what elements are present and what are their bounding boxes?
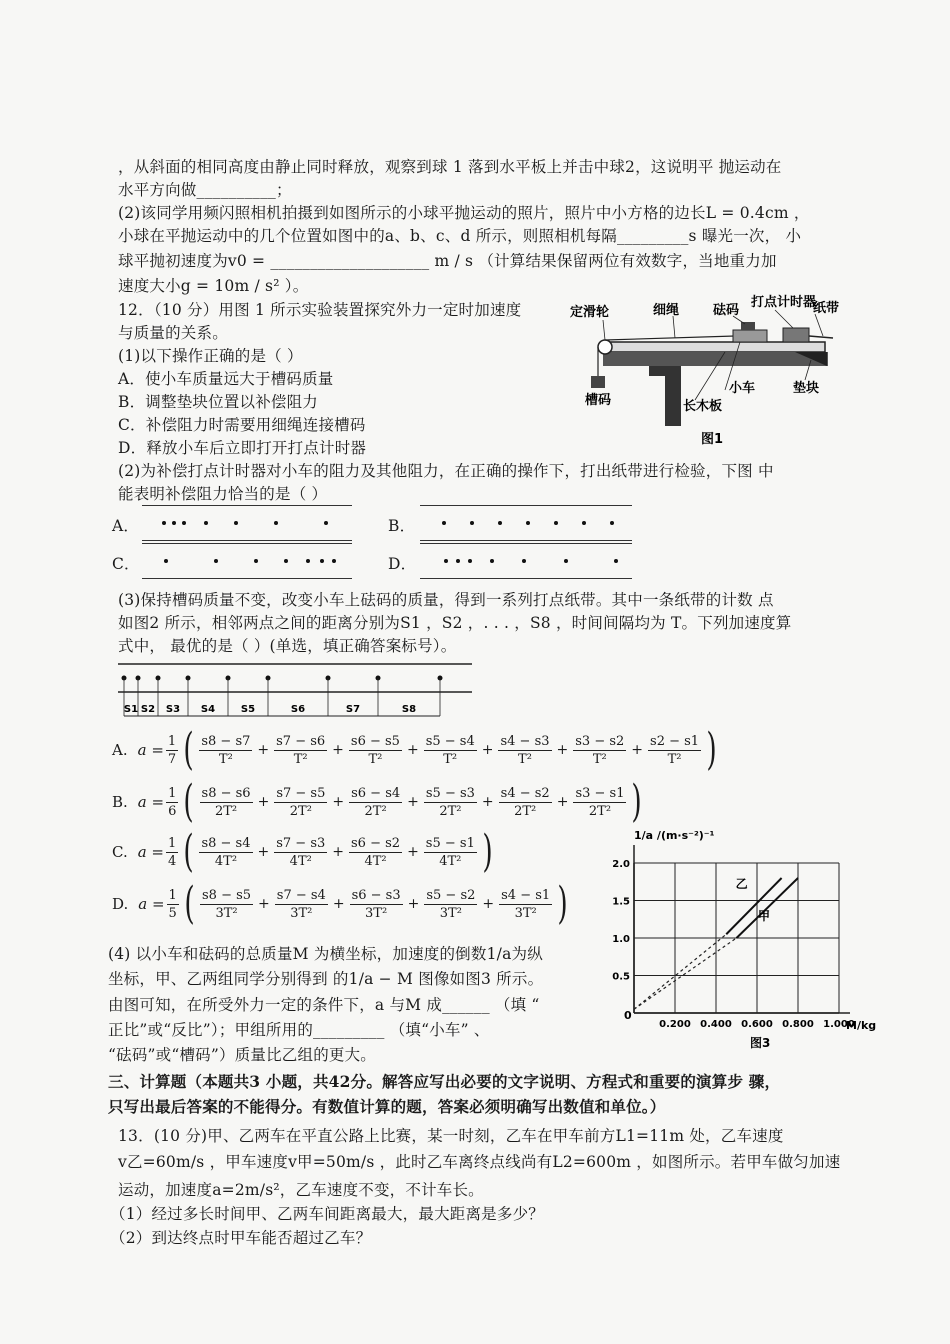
tape-option-d-label: D． xyxy=(388,555,417,573)
fraction-denominator: 4T² xyxy=(214,853,238,869)
y-tick-label: 2.0 xyxy=(612,859,630,870)
plus-sign: + xyxy=(556,742,569,758)
q12-option-a: A．使小车质量远大于槽码质量 xyxy=(118,370,334,388)
fraction-denominator: T² xyxy=(368,751,383,767)
plus-sign: + xyxy=(631,742,644,758)
fraction xyxy=(274,733,327,768)
fraction-numerator: s5 − s1 xyxy=(425,835,475,851)
fraction xyxy=(200,785,253,820)
q12-part4-line3: 由图可知，在所受外力一定的条件下，a 与M 成______ （填 “ xyxy=(108,996,540,1014)
fraction-numerator: s4 − s3 xyxy=(500,733,550,749)
figure-1-caption: 图1 xyxy=(701,432,724,447)
q12-part2-line1: (2)为补偿打点计时器对小车的阻力及其他阻力，在正确的操作下，打出纸带进行检验，下图 中 xyxy=(118,462,774,480)
fraction-denominator: 6 xyxy=(168,803,177,819)
figure-2-tape xyxy=(110,660,480,720)
left-paren: ( xyxy=(183,724,194,775)
x-tick-label: 0.800 xyxy=(782,1019,814,1030)
series-extrapolation xyxy=(634,938,737,1009)
fraction-numerator: s8 − s5 xyxy=(202,887,252,903)
fraction xyxy=(349,835,402,870)
q13-line3: 运动，加速度a=2m/s²，乙车速度不变，不计车长。 xyxy=(118,1181,484,1199)
fraction-denominator: T² xyxy=(443,751,458,767)
fraction xyxy=(349,733,402,768)
plus-sign: + xyxy=(481,742,494,758)
fraction-denominator: 4 xyxy=(168,853,177,869)
q13-line2: v乙=60m/s ，甲车速度v甲=50m/s ，此时乙车离终点线尚有L2=600m ，如图所示。若甲车做匀加速 xyxy=(118,1153,841,1171)
fraction xyxy=(200,887,253,922)
fraction xyxy=(498,733,551,768)
chart-origin-label: 0 xyxy=(624,1009,632,1022)
formula-lhs: a = xyxy=(137,793,165,811)
fraction-denominator: 2T² xyxy=(214,803,238,819)
formula-option-label: B. xyxy=(112,793,128,811)
q12-part4-line4: 正比”或“反比”）；甲组所用的_________ （填“小车” 、 xyxy=(108,1021,490,1039)
fraction-numerator: s5 − s4 xyxy=(425,733,475,749)
plus-sign: + xyxy=(258,896,270,912)
fraction xyxy=(573,733,626,768)
right-paren: ) xyxy=(557,878,568,929)
fraction xyxy=(424,733,477,768)
chart-y-label: 1/a /(m·s⁻²)⁻¹ xyxy=(634,829,715,842)
formula-option-label: C. xyxy=(112,843,128,861)
q11-line3: (2)该同学用频闪照相机拍摄到如图所示的小球平抛运动的照片，照片中小方格的边长L = 0.4cm ， xyxy=(118,204,810,222)
x-tick-label: 0.200 xyxy=(659,1019,691,1030)
fraction xyxy=(167,887,179,922)
plus-sign: + xyxy=(556,794,569,810)
plus-sign: + xyxy=(407,794,419,810)
label-tape: 纸带 xyxy=(813,301,840,316)
q12-intro-line2: 与质量的关系。 xyxy=(118,324,228,342)
formula-lhs: a = xyxy=(137,843,164,861)
fraction-numerator: 1 xyxy=(168,835,177,851)
label-pulley: 定滑轮 xyxy=(570,305,610,320)
segment-label: S8 xyxy=(401,704,417,715)
fraction-denominator: 2T² xyxy=(439,803,462,819)
tape-option-d xyxy=(420,543,632,579)
fraction xyxy=(166,733,178,768)
fraction xyxy=(424,835,477,870)
fraction-denominator: 3T² xyxy=(365,905,388,921)
q11-line1: ，从斜面的相同高度由静止同时释放，观察到球 1 落到水平板上并击中球2，这说明平 抛运动在 xyxy=(118,158,782,176)
label-rope: 细绳 xyxy=(653,303,680,318)
plus-sign: + xyxy=(257,794,270,810)
fraction-numerator: 1 xyxy=(168,887,177,903)
fraction-denominator: T² xyxy=(592,751,607,767)
fraction xyxy=(499,785,552,820)
fraction-denominator: 5 xyxy=(168,905,177,921)
fraction-denominator: 3T² xyxy=(215,905,238,921)
fraction-numerator: 1 xyxy=(167,733,177,749)
label-weight: 砝码 xyxy=(713,303,740,318)
fraction-numerator: s8 − s7 xyxy=(201,733,251,749)
q12-intro-line1: 12．（10 分）用图 1 所示实验装置探究外力一定时加速度 xyxy=(118,301,522,319)
fraction-denominator: 4T² xyxy=(289,853,312,869)
fraction xyxy=(499,887,552,922)
fraction-numerator: s3 − s2 xyxy=(575,733,625,749)
formula-option-label: A. xyxy=(112,741,128,759)
series-extrapolation xyxy=(634,934,726,1009)
chart-x-label: M/kg xyxy=(846,1019,877,1032)
x-tick-label: 0.600 xyxy=(741,1019,773,1030)
formula-option xyxy=(112,776,646,827)
fraction-numerator: s5 − s3 xyxy=(425,785,475,801)
plus-sign: + xyxy=(481,794,494,810)
tape-option-a-label: A． xyxy=(112,517,140,535)
left-paren: ( xyxy=(183,776,195,827)
q11-line6: 速度大小g = 10m / s² ）。 xyxy=(118,277,309,295)
segment-label: S2 xyxy=(140,704,156,715)
fraction-denominator: 3T² xyxy=(439,905,462,921)
label-timer: 打点计时器 xyxy=(751,295,817,310)
series-name-label: 乙 xyxy=(735,877,748,891)
q11-line4: 小球在平抛运动中的几个位置如图中的a、b、c、d 所示，则照相机每隔_________s 曝光一次， 小 xyxy=(118,227,802,245)
segment-label: S4 xyxy=(200,704,216,715)
tape-option-c xyxy=(142,543,352,579)
right-paren: ) xyxy=(482,826,493,877)
plus-sign: + xyxy=(482,896,495,912)
fraction xyxy=(166,785,178,820)
tape-option-b xyxy=(420,505,632,541)
x-tick-label: 1.000 xyxy=(823,1019,855,1030)
fraction xyxy=(648,733,701,768)
label-board: 长木板 xyxy=(683,399,723,414)
label-cart: 小车 xyxy=(729,381,756,396)
fraction xyxy=(350,887,403,922)
q11-line5: 球平抛初速度为v0 = ____________________ m / s （计算结果保留两位有效数字，当地重力加 xyxy=(118,252,777,270)
q13-sub1: （1）经过多长时间甲、乙两车间距离最大，最大距离是多少？ xyxy=(110,1205,544,1223)
fraction-numerator: s8 − s6 xyxy=(201,785,251,801)
fraction-denominator: 2T² xyxy=(514,803,537,819)
fraction-numerator: s3 − s1 xyxy=(575,785,625,801)
fraction-denominator: 3T² xyxy=(514,905,537,921)
formula-lhs: a = xyxy=(137,741,164,759)
fraction-denominator: 3T² xyxy=(290,905,313,921)
q12-part3-line1: (3)保持槽码质量不变，改变小车上砝码的质量，得到一系列打点纸带。其中一条纸带的计数 点 xyxy=(118,591,774,609)
fraction-numerator: s6 − s2 xyxy=(351,835,401,851)
q12-part3-line3: 式中， 最优的是（ ）(单选，填正确答案标号）。 xyxy=(118,637,457,655)
plus-sign: + xyxy=(407,844,419,860)
label-block: 垫块 xyxy=(793,381,820,396)
plus-sign: + xyxy=(257,742,270,758)
fraction-numerator: s7 − s6 xyxy=(276,733,326,749)
q12-part2-line2: 能表明补偿阻力恰当的是（ ） xyxy=(118,485,328,503)
segment-labels xyxy=(124,704,416,715)
fraction-numerator: s6 − s3 xyxy=(351,887,401,903)
left-paren: ( xyxy=(184,878,195,929)
segment-label: S7 xyxy=(345,704,361,715)
segment-label: S6 xyxy=(290,704,306,715)
fraction xyxy=(199,835,252,870)
fraction-denominator: T² xyxy=(518,751,532,767)
formula-lhs: a = xyxy=(138,895,165,913)
fraction xyxy=(274,835,327,870)
tape-option-b-label: B． xyxy=(388,517,416,535)
fraction xyxy=(275,887,328,922)
right-paren: ) xyxy=(706,724,717,775)
plus-sign: + xyxy=(332,742,344,758)
y-tick-label: 1.0 xyxy=(612,934,630,945)
section-3-heading-line1: 三、计算题（本题共3 小题，共42分。解答应写出必要的文字说明、方程式和重要的演算步 骤， xyxy=(108,1072,781,1091)
fraction-numerator: s7 − s4 xyxy=(276,887,326,903)
fraction-denominator: T² xyxy=(218,751,233,767)
segment-label: S1 xyxy=(123,704,139,715)
fraction-numerator: s2 − s1 xyxy=(650,733,700,749)
fraction-numerator: s4 − s2 xyxy=(500,785,550,801)
plus-sign: + xyxy=(257,844,270,860)
fraction xyxy=(166,835,178,870)
section-3-heading-line2: 只写出最后答案的不能得分。有数值计算的题，答案必须明确写出数值和单位。） xyxy=(108,1097,666,1116)
plus-sign: + xyxy=(407,896,420,912)
q12-part3-line2: 如图2 所示，相邻两点之间的距离分别为S1 ，S2 ，. . . ，S8 ，时间间隔均为 T。下列加速度算 xyxy=(118,614,792,632)
tape-option-c-label: C． xyxy=(112,555,140,573)
q12-option-c: C．补偿阻力时需要用细绳连接槽码 xyxy=(118,416,366,434)
fraction-denominator: 4T² xyxy=(439,853,462,869)
fraction-numerator: s7 − s3 xyxy=(276,835,326,851)
plus-sign: + xyxy=(332,794,345,810)
label-hanging-mass: 槽码 xyxy=(585,393,612,408)
figure-1-apparatus xyxy=(565,290,855,450)
right-paren: ) xyxy=(631,776,643,827)
x-tick-label: 0.400 xyxy=(700,1019,732,1030)
segment-label: S3 xyxy=(165,704,181,715)
formula-option xyxy=(112,724,720,775)
series-line xyxy=(726,878,781,934)
fraction xyxy=(424,887,477,922)
fraction-numerator: s7 − s5 xyxy=(276,785,326,801)
fraction-denominator: 7 xyxy=(167,751,177,767)
figure-3-chart xyxy=(600,825,890,1055)
y-tick-label: 1.5 xyxy=(612,896,630,908)
q12-option-b: B．调整垫块位置以补偿阻力 xyxy=(118,393,318,411)
fraction-numerator: 1 xyxy=(168,785,177,801)
formula-option xyxy=(112,878,571,929)
tape-option-a xyxy=(142,505,352,541)
fraction xyxy=(349,785,402,820)
fraction xyxy=(573,785,626,820)
q12-part4-line5: “砝码”或“槽码”）质量比乙组的更大。 xyxy=(108,1046,376,1064)
fraction-denominator: 2T² xyxy=(364,803,387,819)
chart-caption: 图3 xyxy=(750,1036,771,1050)
q12-part4-line1: (4) 以小车和砝码的总质量M 为横坐标，加速度的倒数1/a为纵 xyxy=(108,945,543,963)
fraction-numerator: s8 − s4 xyxy=(201,835,251,851)
fraction-numerator: s4 − s1 xyxy=(501,887,551,903)
formula-option xyxy=(112,826,496,877)
y-tick-label: 0.5 xyxy=(612,971,630,983)
segment-label: S5 xyxy=(240,704,256,715)
fraction-denominator: T² xyxy=(293,751,308,767)
plus-sign: + xyxy=(406,742,419,758)
fraction-numerator: s6 − s5 xyxy=(350,733,400,749)
fraction-denominator: T² xyxy=(667,751,682,767)
formula-option-label: D. xyxy=(112,895,129,913)
fraction-numerator: s6 − s4 xyxy=(351,785,401,801)
q11-line2: 水平方向做__________； xyxy=(118,181,292,199)
plus-sign: + xyxy=(332,844,345,860)
fraction xyxy=(199,733,252,768)
fraction xyxy=(274,785,327,820)
fraction-denominator: 4T² xyxy=(364,853,387,869)
series-name-label: 甲 xyxy=(758,909,771,923)
q13-sub2: （2）到达终点时甲车能否超过乙车？ xyxy=(110,1229,372,1247)
fraction-denominator: 2T² xyxy=(588,803,612,819)
q12-part4-line2: 坐标，甲、乙两组同学分别得到 的1/a − M 图像如图3 所示。 xyxy=(108,970,544,988)
fraction-numerator: s5 − s2 xyxy=(426,887,476,903)
fraction-denominator: 2T² xyxy=(289,803,312,819)
q12-option-d: D．释放小车后立即打开打点计时器 xyxy=(118,439,367,457)
fraction xyxy=(424,785,477,820)
left-paren: ( xyxy=(183,826,195,877)
q13-line1: 13．(10 分)甲、乙两车在平直公路上比赛，某一时刻，乙车在甲车前方L1=11m 处，乙车速度 xyxy=(118,1127,784,1145)
plus-sign: + xyxy=(332,896,345,912)
q12-part1: (1)以下操作正确的是（ ） xyxy=(118,347,303,365)
